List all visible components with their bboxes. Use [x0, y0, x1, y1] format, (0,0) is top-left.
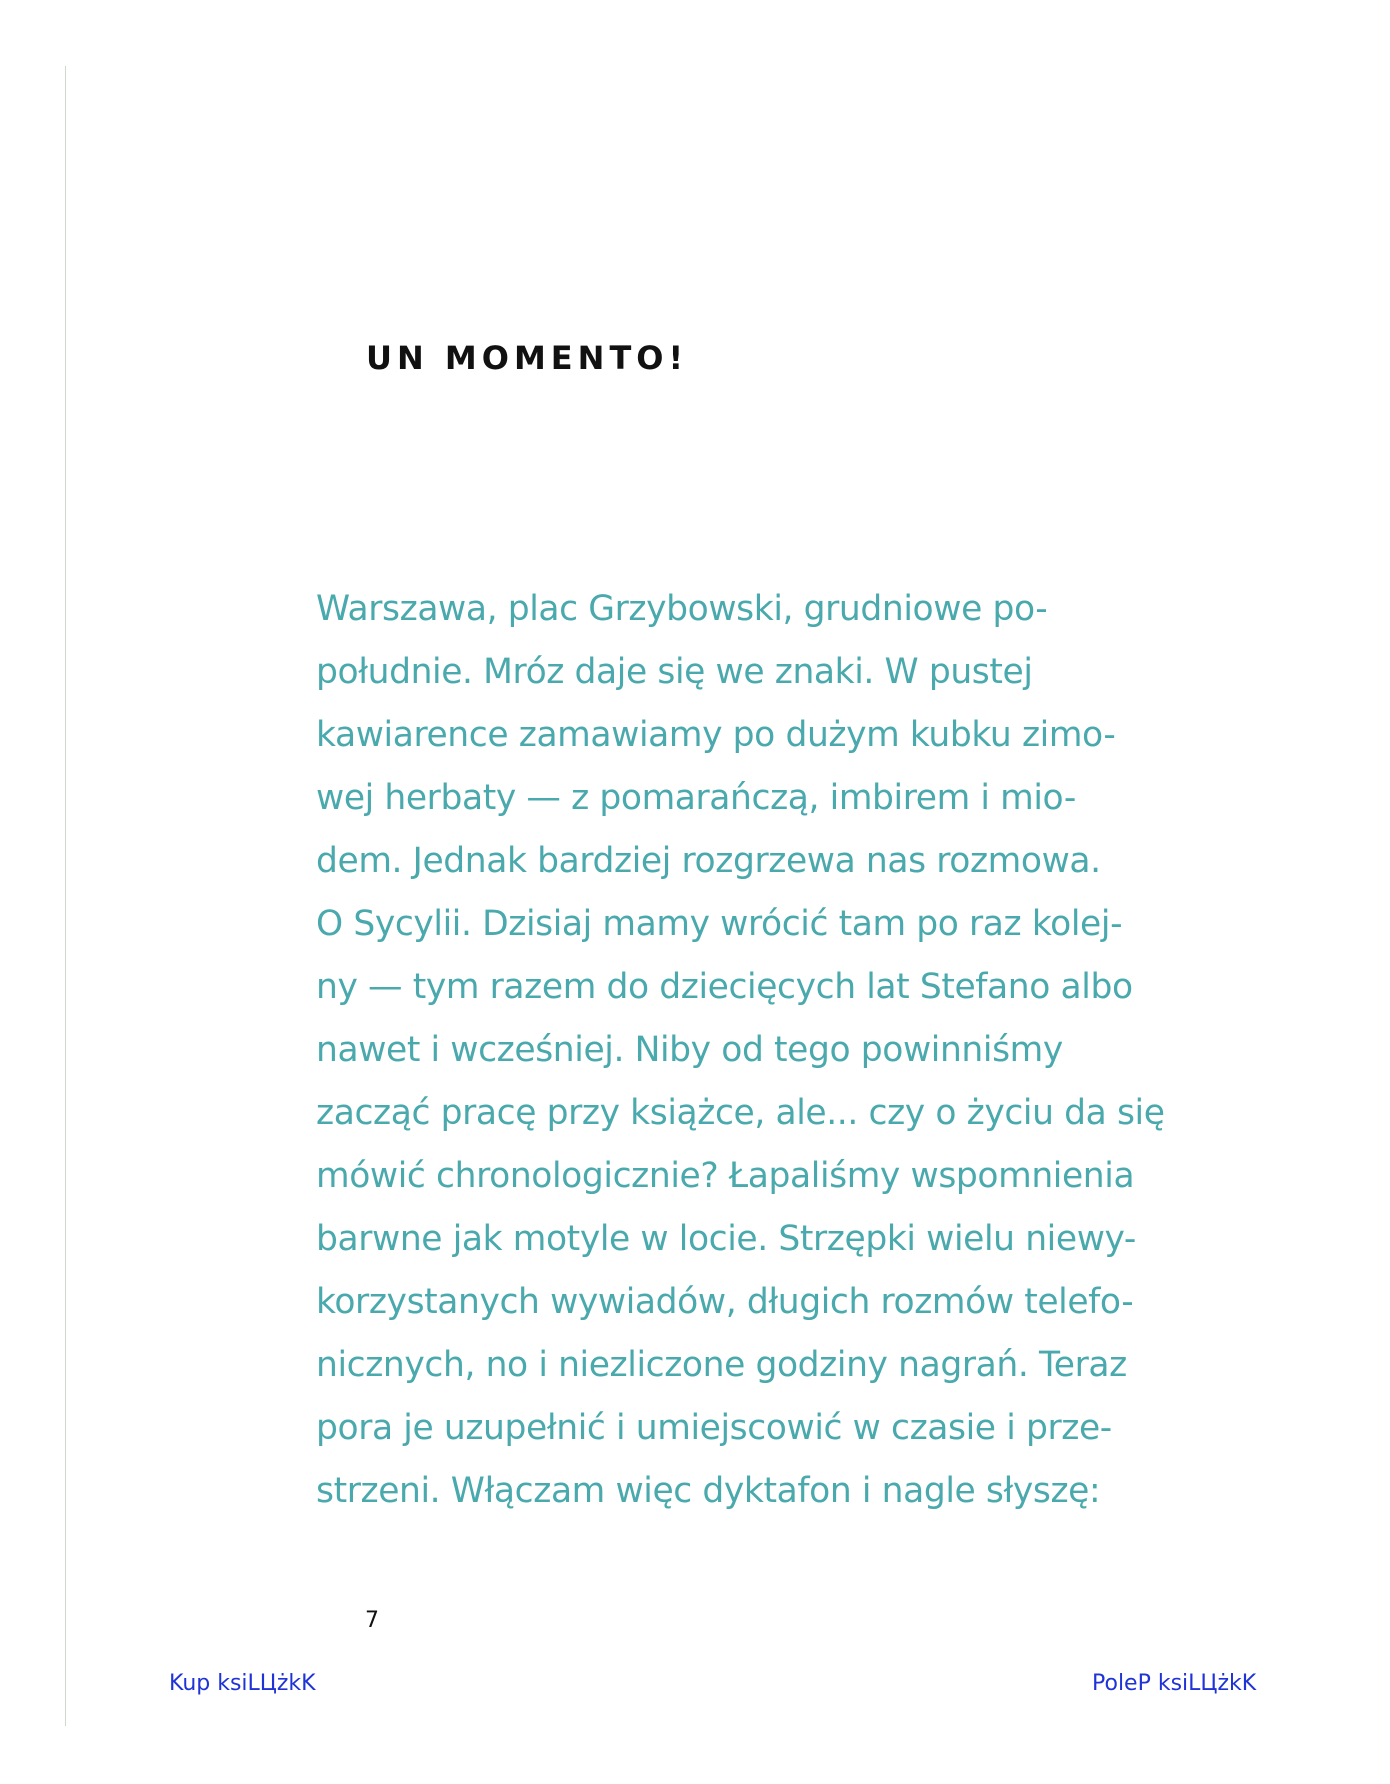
page-margin-line: [65, 66, 66, 1726]
buy-book-link[interactable]: Kup ksiLЦżkK: [169, 1671, 316, 1696]
paragraph-line: kawiarence zamawiamy po dużym kubku zimo-: [316, 715, 1116, 755]
paragraph-line: dem. Jednak bardziej rozgrzewa nas rozmowa.: [316, 841, 1101, 881]
paragraph-line: O Sycylii. Dzisiaj mamy wrócić tam po raz kolej-: [316, 904, 1123, 944]
recommend-book-link[interactable]: PoleP ksiLЦżkK: [1092, 1671, 1257, 1696]
paragraph-line: nicznych, no i niezliczone godziny nagrań. Teraz: [316, 1345, 1127, 1385]
paragraph-line: zacząć pracę przy książce, ale... czy o życiu da się: [316, 1093, 1165, 1133]
body-paragraph: [316, 578, 1165, 1523]
paragraph-line: mówić chronologicznie? Łapaliśmy wspomnienia: [316, 1156, 1135, 1196]
paragraph-line: Warszawa, plac Grzybowski, grudniowe po-: [316, 589, 1048, 629]
paragraph-line: barwne jak motyle w locie. Strzępki wielu niewy-: [316, 1219, 1136, 1259]
paragraph-line: korzystanych wywiadów, długich rozmów telefo-: [316, 1282, 1134, 1322]
paragraph-line: pora je uzupełnić i umiejscowić w czasie i prze-: [316, 1408, 1112, 1448]
paragraph-line: strzeni. Włączam więc dyktafon i nagle słyszę:: [316, 1471, 1101, 1511]
paragraph-line: wej herbaty — z pomarańczą, imbirem i mio-: [316, 778, 1076, 818]
chapter-title: UN MOMENTO!: [366, 339, 689, 377]
paragraph-line: ny — tym razem do dziecięcych lat Stefano albo: [316, 967, 1133, 1007]
page-number: 7: [365, 1608, 379, 1633]
paragraph-line: nawet i wcześniej. Niby od tego powinniśmy: [316, 1030, 1063, 1070]
paragraph-line: południe. Mróz daje się we znaki. W pustej: [316, 652, 1033, 692]
